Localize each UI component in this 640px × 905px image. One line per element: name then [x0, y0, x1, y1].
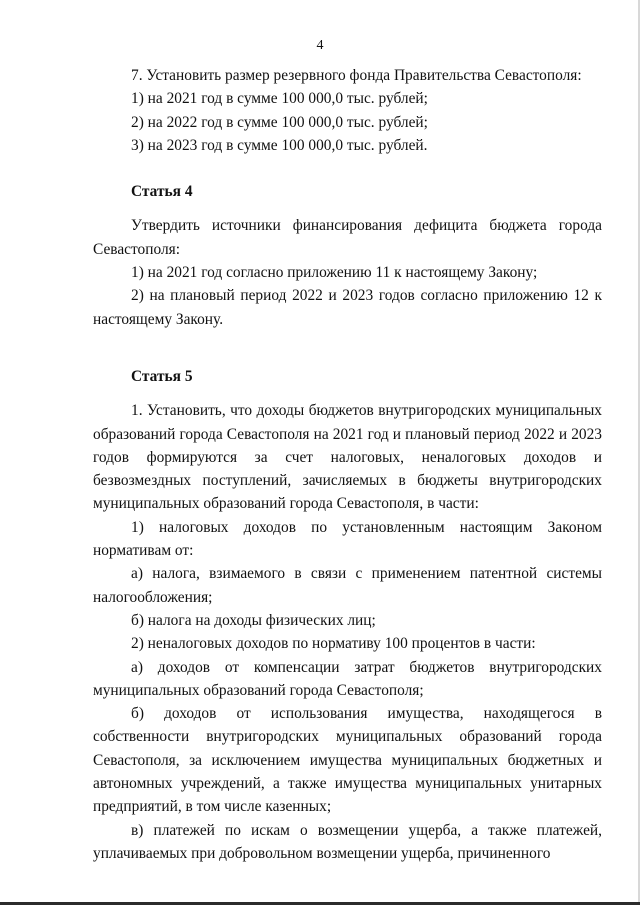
paragraph-tax-revenues: 1) налоговых доходов по установленным настоящим Законом нормативам от:: [93, 518, 602, 560]
paragraph-income-tax: б) налога на доходы физических лиц;: [131, 611, 376, 629]
document-body: [93, 64, 602, 865]
paragraph-article-4-item-2: 2) на плановый период 2022 и 2023 годов согласно приложению 12 к настоящему Закону.: [93, 287, 602, 328]
paragraph-article-4-item-1: 1) на 2021 год согласно приложению 11 к настоящему Закону;: [131, 264, 538, 282]
paragraph-reserve-2023: 3) на 2023 год в сумме 100 000,0 тыс. рублей.: [131, 136, 428, 154]
paragraph-patent-tax: а) налога, взимаемого в связи с применением патентной системы налогообложения;: [93, 565, 602, 606]
page-number: 4: [316, 38, 324, 53]
paragraph-reserve-2022: 2) на 2022 год в сумме 100 000,0 тыс. рублей;: [131, 113, 428, 131]
paragraph-cost-compensation: а) доходов от компенсации затрат бюджетов внутригородских муниципальных образований города Севастополя;: [93, 658, 602, 699]
paragraph-property-income: б) доходов от использования имущества, находящегося в собственности внутригородских муниципальных образований города Севастополя, за исключением имущества муниципальных бюджетных и автономных учреждений, а также имущества муниципальных унитарных предприятий, в том числе казенных;: [93, 705, 602, 816]
paragraph-reserve-fund: 7. Установить размер резервного фонда Правительства Севастополя:: [131, 67, 582, 84]
paragraph-article-5-intro: 1. Установить, что доходы бюджетов внутригородских муниципальных образований города Севастополя на 2021 год и плановый период 2022 и 2023 годов формируются за счет налоговых, неналоговых доходов и безвозмездных поступлений, зачисляемых в бюджеты внутригородских муниципальных образований города Севастополя, в части:: [93, 402, 602, 513]
heading-article-5: Статья 5: [131, 367, 193, 385]
heading-article-4: Статья 4: [131, 183, 193, 201]
paragraph-non-tax-revenues: 2) неналоговых доходов по нормативу 100 процентов в части:: [131, 635, 536, 653]
paragraph-reserve-2021: 1) на 2021 год в сумме 100 000,0 тыс. рублей;: [131, 90, 428, 108]
paragraph-damage-payments: в) платежей по искам о возмещении ущерба, а также платежей, уплачиваемых при добровольном возмещении ущерба, причиненного: [93, 821, 602, 862]
paragraph-article-4-intro: Утвердить источники финансирования дефицита бюджета города Севастополя:: [93, 217, 602, 258]
